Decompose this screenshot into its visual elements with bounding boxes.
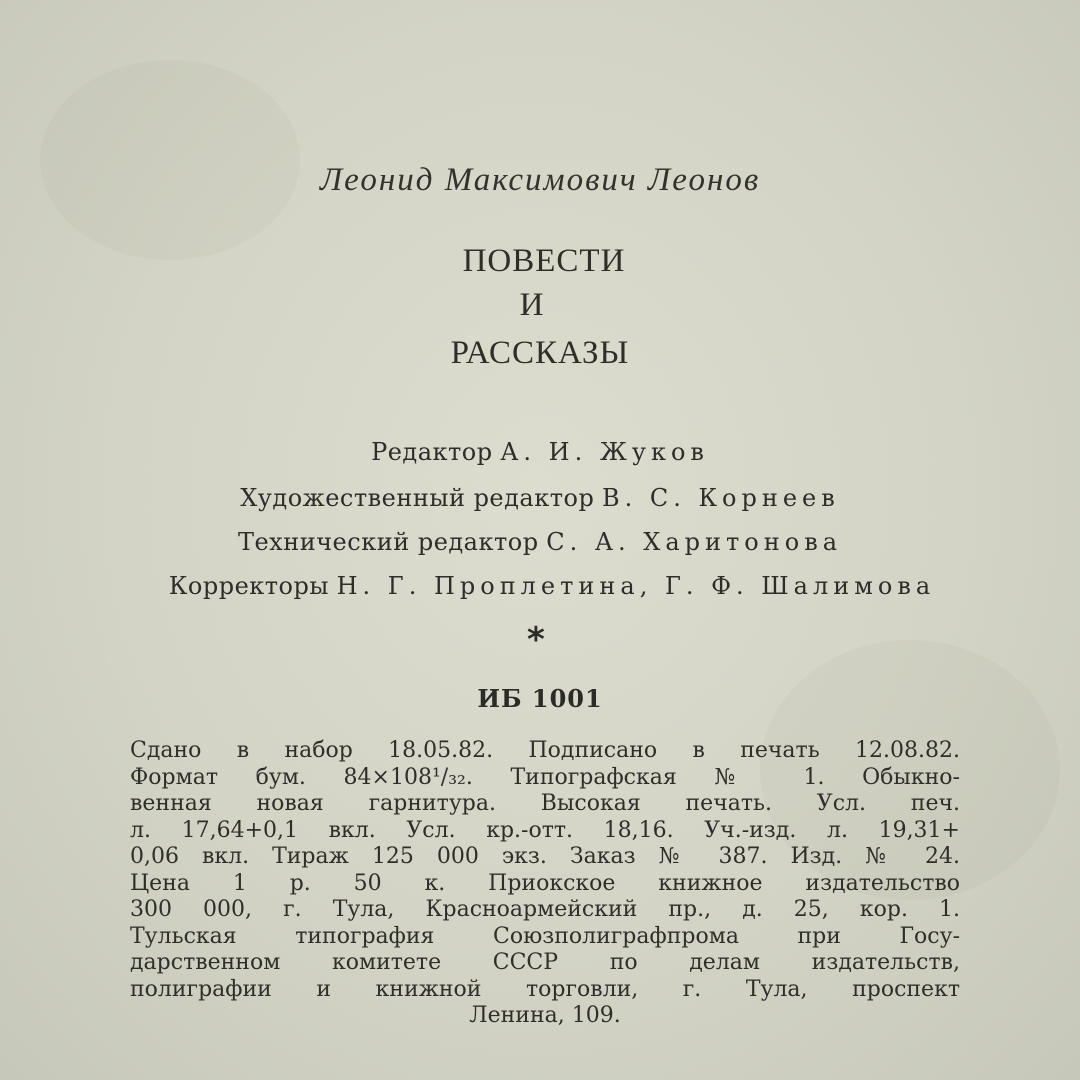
imprint-line: л. 17,64+0,1 вкл. Усл. кр.-отт. 18,16. Уч.-изд. л. 19,31+: [130, 817, 960, 843]
imprint-block: [130, 738, 960, 1030]
author-name: Леонид Максимович Леонов: [319, 162, 761, 198]
section-separator-asterisk: *: [527, 620, 545, 660]
credit-person: А. И. Жуков: [500, 438, 709, 466]
credit-proofreaders: [12, 572, 1080, 600]
credit-role: Технический редактор: [237, 528, 539, 556]
imprint-line: Тульская типография Союзполиграфпрома при Госу-: [130, 923, 960, 949]
imprint-line: полиграфии и книжной торговли, г. Тула, проспект: [130, 976, 960, 1002]
credit-person: В. С. Корнеев: [601, 484, 840, 512]
credit-role: Редактор: [371, 438, 493, 466]
ib-number: ИБ 1001: [477, 684, 603, 713]
credit-art-editor: [0, 484, 1080, 512]
imprint-line: Формат бум. 84×108¹/₃₂. Типографская № 1. Обыкно-: [130, 764, 960, 790]
imprint-line: дарственном комитете СССР по делам издательств,: [130, 950, 960, 975]
imprint-line: Цена 1 р. 50 к. Приокское книжное издательство: [130, 870, 960, 896]
imprint-line: Ленина, 109.: [469, 1003, 621, 1028]
imprint-line: Сдано в набор 18.05.82. Подписано в печать 12.08.82.: [130, 738, 960, 763]
book-title-line-1: ПОВЕСТИ: [462, 243, 626, 279]
credit-role: Художественный редактор: [240, 484, 595, 512]
imprint-line: 300 000, г. Тула, Красноармейский пр., д. 25, кор. 1.: [130, 897, 960, 922]
credit-role: Корректоры: [168, 572, 329, 600]
credit-person: Н. Г. Проплетина, Г. Ф. Шалимова: [336, 572, 936, 600]
imprint-line: 0,06 вкл. Тираж 125 000 экз. Заказ № 387. Изд. № 24.: [130, 844, 960, 869]
imprint-line: венная новая гарнитура. Высокая печать. Усл. печ.: [130, 791, 960, 816]
book-title-line-2: И: [519, 287, 545, 323]
credit-person: С. А. Харитонова: [546, 528, 843, 556]
credit-editor: [0, 438, 1080, 466]
paper-stain: [40, 60, 300, 260]
book-title-line-3: РАССКАЗЫ: [450, 335, 630, 371]
credit-technical-editor: [0, 528, 1080, 556]
